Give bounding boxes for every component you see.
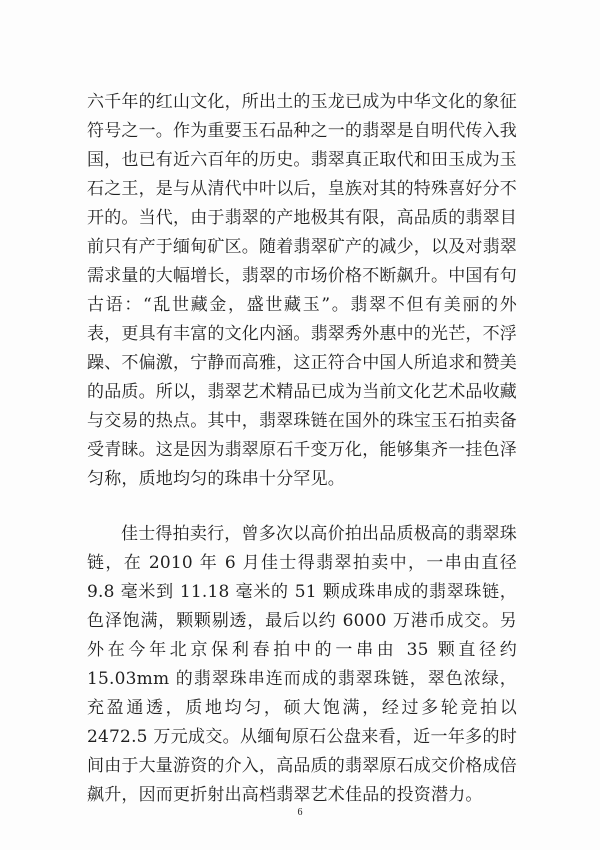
paragraph-2: 佳士得拍卖行，曾多次以高价拍出品质极高的翡翠珠链，在 2010 年 6 月佳士得翡翠拍卖中，一串由直径 9.8 毫米到 11.18 毫米的 51 颗成珠串成的翡翠珠链，色泽饱满，颗颗剔透，最后以约 6000 万港币成交。另外在今年北京保利春拍中的一串由 35 颗直径约 15.03mm 的翡翠珠串连而成的翡翠珠链，翠色浓绿，充盈通透，质地均匀，硕大饱满，经过多轮竞拍以 2472.5 万元成交。从缅甸原石公盘来看，近一年多的时间由于大量游资的介入，高品质的翡翠原石成交价格成倍飙升，因而更折射出高档翡翠艺术佳品的投资潜力。 [87, 524, 517, 805]
body-text [87, 88, 517, 810]
paragraph-1: 六千年的红山文化，所出土的玉龙已成为中华文化的象征符号之一。作为重要玉石品种之一的翡翠是自明代传入我国，也已有近六百年的历史。翡翠真正取代和田玉成为玉石之王，是与从清代中叶以后，皇族对其的特殊喜好分不开的。当代，由于翡翠的产地极其有限，高品质的翡翠目前只有产于缅甸矿区。随着翡翠矿产的减少，以及对翡翠需求量的大幅增长，翡翠的市场价格不断飙升。中国有句古语：“乱世藏金，盛世藏玉”。翡翠不但有美丽的外表，更具有丰富的文化内涵。翡翠秀外惠中的光芒，不浮躁、不偏激，宁静而高雅，这正符合中国人所追求和赞美的品质。所以，翡翠艺术精品已成为当前文化艺术品收藏与交易的热点。其中，翡翠珠链在国外的珠宝玉石拍卖备受青睐。这是因为翡翠原石千变万化，能够集齐一挂色泽匀称，质地均匀的珠串十分罕见。 [87, 92, 517, 489]
page-number: 6 [297, 807, 303, 818]
